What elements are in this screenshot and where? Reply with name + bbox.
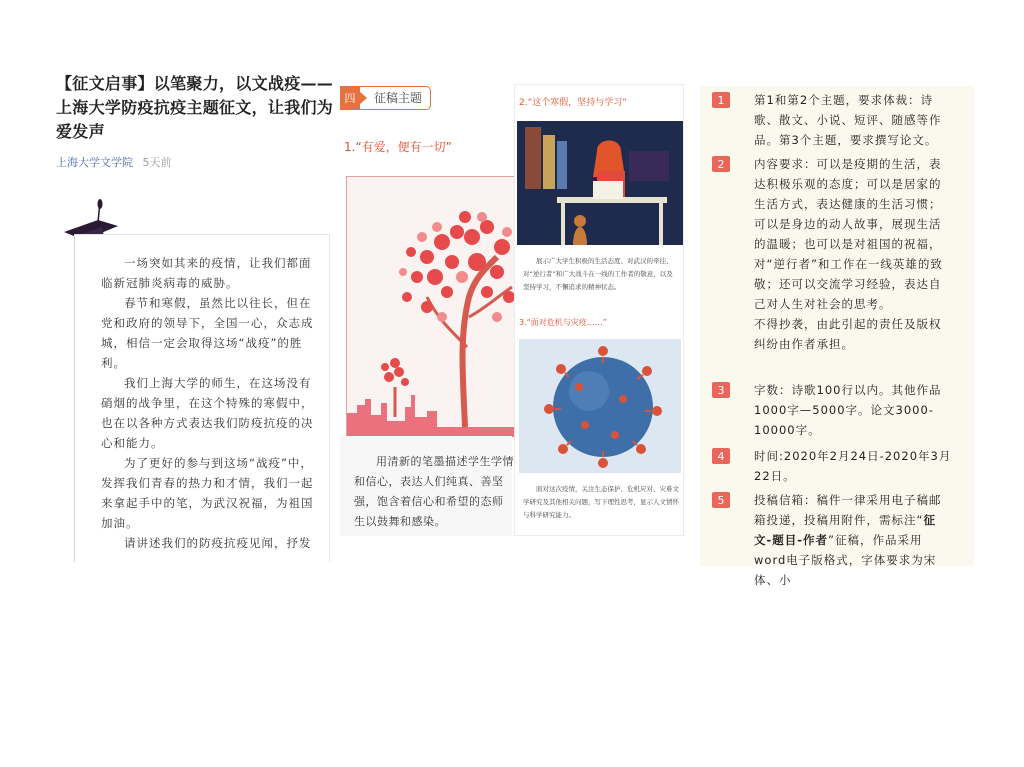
section-label: 征稿主题 (360, 86, 431, 110)
topic-3-description: 面对这次疫情，关注生态保护、危机应对、灾难文学研究及其他相关问题，写下理性思考，显示人文情怀与科学研究能力。 (523, 485, 679, 519)
requirement-text (754, 490, 952, 590)
article-title: 【征文启事】以笔聚力，以文战疫——上海大学防疫抗疫主题征文，让我们为爱发声 (56, 74, 334, 141)
heart-tree-illustration (346, 176, 516, 436)
requirement-text-a: 投稿信箱：稿件一律采用电子稿邮箱投递，投稿用附件，需标注“ (754, 493, 942, 527)
requirement-text: 时间:2020年2月24日-2020年3月22日。 (754, 449, 952, 483)
section-header (340, 86, 431, 110)
requirement-main-text: 内容要求：可以是疫期的生活，表达积极乐观的态度；可以是居家的生活方式，表达健康的生活习惯；可以是身边的动人故事，展现生活的温暖；也可以是对祖国的祝福，对“逆行者”和工作在一线英雄的致敬；还可以交流学习经验，表达自己对人生对社会的思考。 (754, 157, 943, 311)
article-meta (56, 154, 336, 170)
requirement-number: 2 (712, 156, 730, 172)
paragraph: 我们上海大学的师生，在这场没有硝烟的战争里，在这个特殊的寒假中，也在以各种方式表达我们防疫抗疫的决心和能力。 (101, 376, 314, 450)
topics-2-3-panel (514, 84, 684, 536)
requirement-extra-text: 不得抄袭，由此引起的责任及版权纠纷由作者承担。 (754, 317, 942, 351)
requirement-number: 4 (712, 448, 730, 464)
topic-1-description (340, 436, 512, 536)
requirement-text-bold: 征文-题目-作者 (754, 513, 936, 547)
studying-girl-image (517, 121, 683, 245)
paragraph: 请讲述我们的防疫抗疫见闻，抒发 (124, 536, 312, 550)
requirement-text (754, 154, 952, 354)
studying-girl-illustration (517, 121, 683, 245)
topic-3-title: 3.“面对危机与灾疫……” (519, 318, 607, 327)
topic-2-title: 2.“这个寒假，坚持与学习” (519, 98, 627, 108)
section-number: 四 (340, 86, 360, 110)
virus-illustration (519, 339, 681, 473)
heart-tree-image (347, 177, 517, 437)
paragraph: 春节和寒假，虽然比以往长，但在党和政府的领导下，全国一心，众志成城，相信一定会取得这场“战疫”的胜利。 (101, 296, 314, 370)
requirement-text: 第1和第2个主题，要求体裁：诗歌、散文、小说、短评、随感等作品。第3个主题，要求撰写论文。 (754, 93, 942, 147)
article-header-panel (56, 72, 336, 562)
paragraph: 一场突如其来的疫情，让我们都面临新冠肺炎病毒的威胁。 (101, 256, 312, 290)
virus-image (519, 339, 681, 473)
article-body-card (74, 234, 330, 562)
topic-1-title: 1.“有爱，便有一切” (344, 140, 452, 154)
topic-2-description: 展示广大学生积极的生活态度、对武汉的牵挂、对“逆行者”和广大战斗在一线的工作者的敬意，以及坚持学习，不懈追求的精神状态。 (523, 257, 673, 291)
requirement-number: 3 (712, 382, 730, 398)
requirement-number: 5 (712, 492, 730, 508)
requirement-number: 1 (712, 92, 730, 108)
paragraph: 为了更好的参与到这场“战疫”中，发挥我们青春的热力和才情，我们一起来拿起手中的笔，为武汉祝福，为祖国加油。 (101, 456, 314, 530)
requirement-text: 字数：诗歌100行以内。其他作品1000字—5000字。论文3000-10000字。 (754, 383, 942, 437)
topic-section-panel (340, 80, 512, 536)
author-link[interactable]: 上海大学文学院 (56, 156, 133, 169)
publish-time: 5天前 (142, 156, 172, 169)
topic-1-desc-text: 用清新的笔墨描述学生学情和信心，表达人们纯真、善坚强，饱含着信心和希望的态师生以鼓舞和感染。 (354, 455, 514, 528)
requirements-panel (700, 86, 974, 587)
requirement-text-b: ”征稿，作品采用word电子版格式，字体要求为宋体、小 (754, 533, 937, 587)
